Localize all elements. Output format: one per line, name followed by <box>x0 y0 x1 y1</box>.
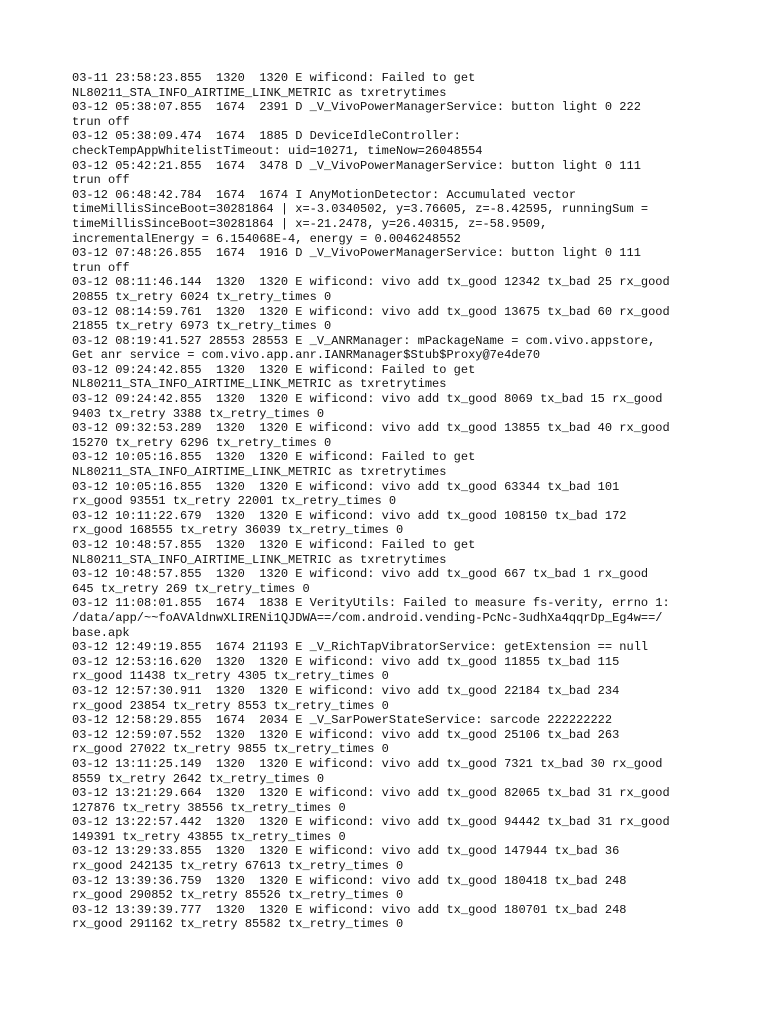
log-line: checkTempAppWhitelistTimeout: uid=10271, timeNow=26048554 <box>72 143 483 158</box>
log-line: 15270 tx_retry 6296 tx_retry_times 0 <box>72 435 332 450</box>
log-line: 03-12 06:48:42.784 1674 1674 I AnyMotionDetector: Accumulated vector <box>72 187 577 202</box>
log-line: rx_good 168555 tx_retry 36039 tx_retry_times 0 <box>72 523 404 538</box>
log-line: 149391 tx_retry 43855 tx_retry_times 0 <box>72 829 346 844</box>
log-line: 03-12 12:58:29.855 1674 2034 E _V_SarPowerStateService: sarcode 222222222 <box>72 713 613 728</box>
log-line: rx_good 93551 tx_retry 22001 tx_retry_times 0 <box>72 494 397 509</box>
log-line: Get anr service = com.vivo.app.anr.IANRManager$Stub$Proxy@7e4de70 <box>72 348 541 363</box>
log-line: 03-12 10:48:57.855 1320 1320 E wificond: vivo add tx_good 667 tx_bad 1 rx_good <box>72 567 649 582</box>
log-line: 03-12 12:53:16.620 1320 1320 E wificond: vivo add tx_good 11855 tx_bad 115 <box>72 654 620 669</box>
log-line: 03-12 12:57:30.911 1320 1320 E wificond: vivo add tx_good 22184 tx_bad 234 <box>72 683 620 698</box>
log-line: timeMillisSinceBoot=30281864 | x=-3.0340502, y=3.76605, z=-8.42595, runningSum = <box>72 202 649 217</box>
log-line: 03-12 05:42:21.855 1674 3478 D _V_VivoPowerManagerService: button light 0 111 <box>72 158 641 173</box>
log-line: 03-11 23:58:23.855 1320 1320 E wificond: Failed to get <box>72 71 476 85</box>
log-line: 03-12 12:59:07.552 1320 1320 E wificond: vivo add tx_good 25106 tx_bad 263 <box>72 727 620 742</box>
log-line: 03-12 13:22:57.442 1320 1320 E wificond: vivo add tx_good 94442 tx_bad 31 rx_good <box>72 815 670 830</box>
log-line: NL80211_STA_INFO_AIRTIME_LINK_METRIC as txretrytimes <box>72 552 447 567</box>
log-line: 03-12 05:38:07.855 1674 2391 D _V_VivoPowerManagerService: button light 0 222 <box>72 100 641 115</box>
log-line: 21855 tx_retry 6973 tx_retry_times 0 <box>72 319 332 334</box>
log-line: 03-12 12:49:19.855 1674 21193 E _V_RichTapVibratorService: getExtension == null <box>72 640 649 655</box>
log-line: 03-12 13:29:33.855 1320 1320 E wificond: vivo add tx_good 147944 tx_bad 36 <box>72 844 620 859</box>
log-line: 03-12 11:08:01.855 1674 1838 E VerityUtils: Failed to measure fs-verity, errno 1: <box>72 596 670 611</box>
log-line: 03-12 08:14:59.761 1320 1320 E wificond: vivo add tx_good 13675 tx_bad 60 rx_good <box>72 304 670 319</box>
log-line: NL80211_STA_INFO_AIRTIME_LINK_METRIC as txretrytimes <box>72 465 447 480</box>
log-line: timeMillisSinceBoot=30281864 | x=-21.2478, y=26.40315, z=-58.9509, <box>72 216 548 231</box>
log-line: 645 tx_retry 269 tx_retry_times 0 <box>72 581 310 596</box>
log-line: 03-12 13:21:29.664 1320 1320 E wificond: vivo add tx_good 82065 tx_bad 31 rx_good <box>72 786 670 801</box>
log-line: rx_good 242135 tx_retry 67613 tx_retry_times 0 <box>72 859 404 874</box>
log-line: 03-12 13:39:36.759 1320 1320 E wificond: vivo add tx_good 180418 tx_bad 248 <box>72 873 627 888</box>
log-line: 9403 tx_retry 3388 tx_retry_times 0 <box>72 406 325 421</box>
log-line: 03-12 09:24:42.855 1320 1320 E wificond: Failed to get <box>72 362 476 377</box>
log-line: trun off <box>72 114 130 129</box>
log-line: rx_good 291162 tx_retry 85582 tx_retry_times 0 <box>72 917 404 932</box>
log-line: /data/app/~~foAVAldnwXLIRENi1QJDWA==/com.android.vending-PcNc-3udhXa4qqrDp_Eg4w==/ <box>72 610 663 625</box>
log-line: 03-12 10:05:16.855 1320 1320 E wificond: Failed to get <box>72 450 476 465</box>
log-line: NL80211_STA_INFO_AIRTIME_LINK_METRIC as txretrytimes <box>72 85 447 100</box>
log-line: rx_good 27022 tx_retry 9855 tx_retry_times 0 <box>72 742 389 757</box>
log-line: NL80211_STA_INFO_AIRTIME_LINK_METRIC as txretrytimes <box>72 377 447 392</box>
log-line: 127876 tx_retry 38556 tx_retry_times 0 <box>72 800 346 815</box>
log-line: 20855 tx_retry 6024 tx_retry_times 0 <box>72 289 332 304</box>
log-line: 8559 tx_retry 2642 tx_retry_times 0 <box>72 771 325 786</box>
log-line: 03-12 10:11:22.679 1320 1320 E wificond: vivo add tx_good 108150 tx_bad 172 <box>72 508 627 523</box>
log-line: trun off <box>72 173 130 188</box>
log-line: 03-12 08:19:41.527 28553 28553 E _V_ANRManager: mPackageName = com.vivo.appstore, <box>72 333 656 348</box>
log-line: 03-12 10:05:16.855 1320 1320 E wificond: vivo add tx_good 63344 tx_bad 101 <box>72 479 620 494</box>
log-line: trun off <box>72 260 130 275</box>
log-line: rx_good 11438 tx_retry 4305 tx_retry_times 0 <box>72 669 389 684</box>
log-line: rx_good 23854 tx_retry 8553 tx_retry_times 0 <box>72 698 389 713</box>
log-line: 03-12 10:48:57.855 1320 1320 E wificond: Failed to get <box>72 538 476 552</box>
log-line: 03-12 08:11:46.144 1320 1320 E wificond: vivo add tx_good 12342 tx_bad 25 rx_good <box>72 275 670 290</box>
log-line: 03-12 07:48:26.855 1674 1916 D _V_VivoPowerManagerService: button light 0 111 <box>72 246 641 261</box>
log-line: rx_good 290852 tx_retry 85526 tx_retry_times 0 <box>72 888 404 903</box>
log-line: 03-12 13:11:25.149 1320 1320 E wificond: vivo add tx_good 7321 tx_bad 30 rx_good <box>72 756 663 771</box>
log-line: incrementalEnergy = 6.154068E-4, energy = 0.0046248552 <box>72 231 461 246</box>
log-line: 03-12 05:38:09.474 1674 1885 D DeviceIdleController: <box>72 129 461 144</box>
log-line: 03-12 09:32:53.289 1320 1320 E wificond: vivo add tx_good 13855 tx_bad 40 rx_good <box>72 421 670 436</box>
log-line: 03-12 09:24:42.855 1320 1320 E wificond: vivo add tx_good 8069 tx_bad 15 rx_good <box>72 392 663 407</box>
log-document <box>72 71 712 932</box>
log-line: 03-12 13:39:39.777 1320 1320 E wificond: vivo add tx_good 180701 tx_bad 248 <box>72 902 627 917</box>
log-line: base.apk <box>72 625 130 640</box>
